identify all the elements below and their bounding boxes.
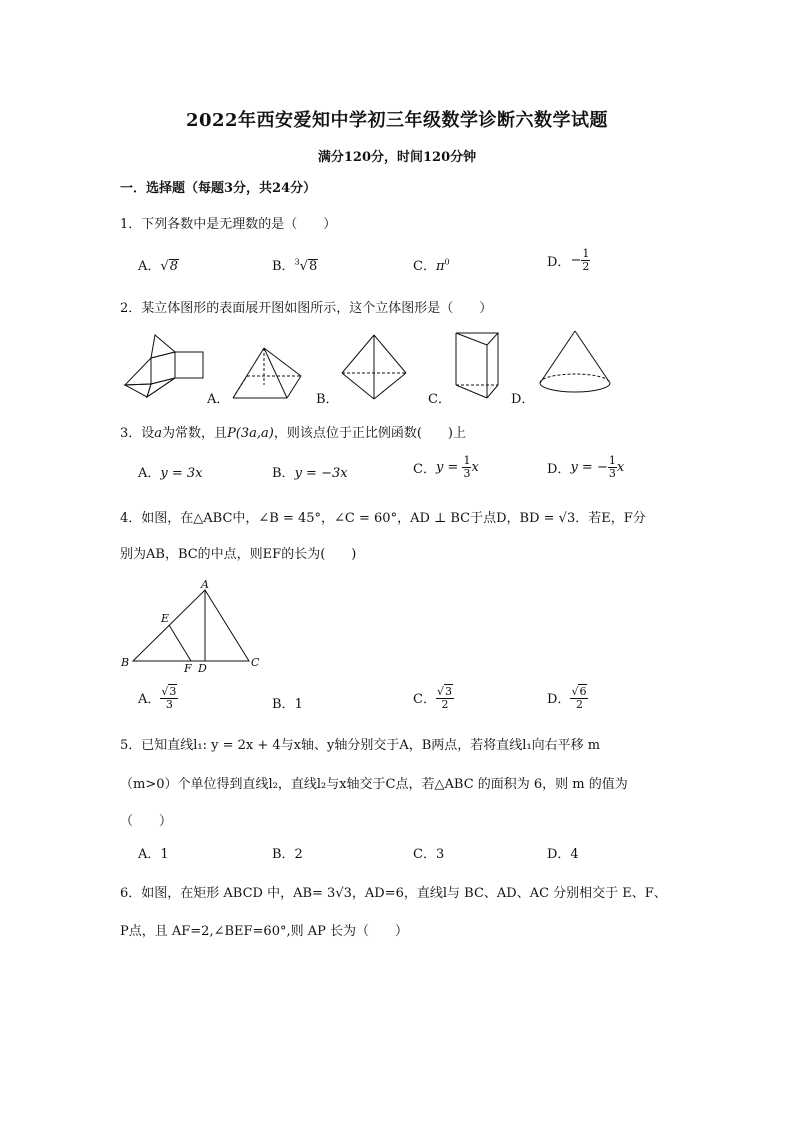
q1-option-a: A．√8 xyxy=(138,259,178,274)
section-heading: 一．选择题（每题3分，共24分） xyxy=(120,181,317,196)
label-e: E xyxy=(161,612,170,625)
root-index: 3 xyxy=(294,257,300,267)
fraction: $\frac{√3}{3}$ xyxy=(161,685,177,711)
radicand: 8 xyxy=(169,259,178,274)
q3-option-b: B．y = −3x xyxy=(272,466,348,481)
q5-option-c: C．3 xyxy=(413,847,445,862)
q2-option-c: C． xyxy=(428,392,451,407)
q4-option-c: C． $\frac{√3}{2}$ xyxy=(413,685,452,711)
label-b: B xyxy=(121,656,130,669)
q2-option-d: D． xyxy=(511,392,535,407)
exam-title: 2022年西安爱知中学初三年级数学诊断六数学试题 xyxy=(185,110,609,131)
q4-option-b: B．1 xyxy=(272,697,303,712)
q3-option-a: A．y = 3x xyxy=(138,466,203,481)
q3-option-c: C．y = $\frac{1}{3}$ x xyxy=(413,454,479,480)
q5-line3: （ ） xyxy=(120,814,173,829)
q4-line1: 4．如图，在△ABC中，∠B = 45°，∠C = 60°，AD ⊥ BC于点D，BD = √3．若E，F分 xyxy=(120,511,646,526)
pi-symbol: π xyxy=(435,259,445,274)
exam-subtitle: 满分120分，时间120分钟 xyxy=(317,150,477,165)
option-label: A． xyxy=(138,259,161,274)
fraction: $\frac{1}{2}$ xyxy=(582,247,590,273)
q1-stem: 1．下列各数中是无理数的是（ ） xyxy=(120,217,337,232)
q3-option-d: D．y = − $\frac{1}{3}$ x xyxy=(547,454,625,480)
q6-line2: P点，且 AF=2,∠BEF=60°,则 AP 长为（ ） xyxy=(120,924,409,939)
label-c: C xyxy=(251,656,260,669)
label-d: D xyxy=(198,662,207,675)
exponent: 0 xyxy=(444,257,450,267)
option-label: D． xyxy=(547,255,571,270)
option-label: C． xyxy=(413,259,436,274)
option-label: B． xyxy=(272,259,295,274)
q2-option-b: B． xyxy=(316,392,339,407)
label-a: A xyxy=(201,578,209,591)
q5-line1: 5．已知直线l₁: y = 2x + 4与x轴、y轴分别交于A，B两点，若将直线l₁向右平移 m xyxy=(120,738,601,753)
q6-line1: 6．如图，在矩形 ABCD 中，AB= 3√3，AD=6，直线l与 BC、AD、AC 分别相交于 E、F、 xyxy=(120,886,667,901)
radicand: 8 xyxy=(308,259,318,274)
q4-option-d: D． $\frac{√6}{2}$ xyxy=(547,685,587,711)
q2-stem: 2．某立体图形的表面展开图如图所示，这个立体图形是（ ） xyxy=(120,301,493,316)
q5-option-d: D．4 xyxy=(547,847,579,862)
triangle-abc xyxy=(133,590,249,661)
fraction: $\frac{1}{3}$ xyxy=(608,454,616,480)
q5-option-a: A．1 xyxy=(138,847,169,862)
q1-option-b: B．$^3$√8 xyxy=(272,257,318,274)
q5-option-b: B．2 xyxy=(272,847,303,862)
q4-line2: 别为AB，BC的中点，则EF的长为( ) xyxy=(120,547,357,562)
q4-option-a: A． $\frac{√3}{3}$ xyxy=(138,685,177,711)
minus-sign: − xyxy=(570,253,582,268)
q5-line2: （m>0）个单位得到直线l₂，直线l₂与x轴交于C点，若△ABC 的面积为 6，则 m 的值为 xyxy=(120,777,628,792)
q2-option-a: A． xyxy=(207,392,230,407)
fraction: $\frac{√6}{2}$ xyxy=(571,685,587,711)
segment-ef xyxy=(169,625,191,661)
q3-stem: 3．设a为常数，且P(3a,a)，则该点位于正比例函数( )上 xyxy=(120,426,467,441)
label-f: F xyxy=(184,662,192,675)
fraction: $\frac{√3}{2}$ xyxy=(436,685,452,711)
fraction: $\frac{1}{3}$ xyxy=(463,454,471,480)
